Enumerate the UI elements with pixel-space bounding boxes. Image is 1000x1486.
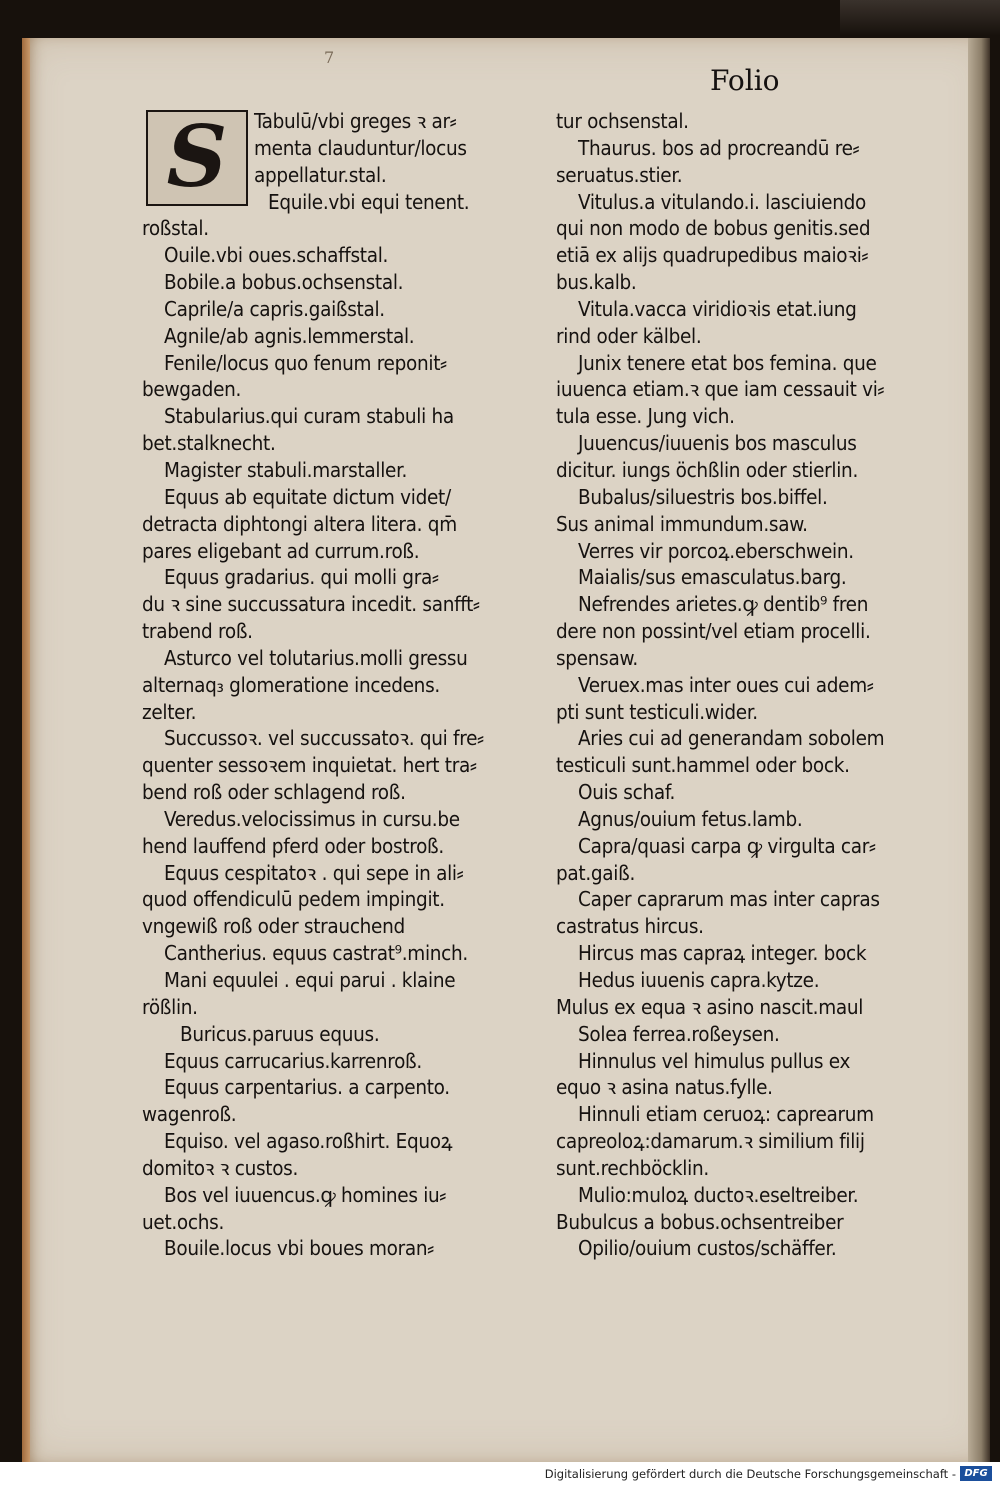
text-line: etiā ex alijs quadrupedibus maioꝛi⸗ (556, 243, 869, 268)
text-line: roßstal. (142, 216, 209, 241)
text-line: Ouis schaf. (578, 780, 676, 805)
text-line: Equiso. vel agaso.roßhirt. Equoꝝ (164, 1129, 453, 1154)
text-line: Bos vel iuuencus.ꝙ homines iu⸗ (164, 1182, 446, 1207)
text-line: Sus animal immundum.saw. (556, 511, 808, 536)
text-line: menta clauduntur/locus (254, 135, 467, 160)
text-line: Hedus iuuenis capra.kytze. (578, 968, 820, 992)
text-line: rößlin. (142, 994, 198, 1019)
funding-notice: Digitalisierung gefördert durch die Deutsche Forschungsgemeinschaft - (544, 1467, 956, 1481)
text-line: bewgaden. (142, 377, 242, 402)
text-line: dicitur. iungs öchßlin oder stierlin. (556, 457, 859, 482)
text-line: pti sunt testiculi.wider. (556, 699, 758, 724)
text-line: Bubulcus a bobus.ochsentreiber (556, 1209, 844, 1234)
text-line: zelter. (142, 699, 197, 724)
text-line: Maialis/sus emasculatus.barg. (578, 565, 847, 590)
text-line: Hinnulus vel himulus pullus ex (578, 1048, 851, 1073)
text-line: Agnus/ouium fetus.lamb. (578, 806, 803, 831)
text-line: Vitulus.a vitulando.i. lasciuiendo (578, 189, 866, 214)
text-line: Equus carpentarius. a carpento. (164, 1075, 450, 1100)
text-line: Nefrendes arietes.ꝙ dentib⁹ fren (578, 592, 869, 617)
text-line: Equus carrucarius.karrenroß. (164, 1048, 422, 1073)
text-line: Verres vir porcoꝝ.eberschwein. (578, 538, 854, 563)
text-line: du ꝛ sine succussatura incedit. sanfft⸗ (142, 592, 480, 617)
decorated-initial: S (146, 110, 248, 206)
signature-mark: 7 (324, 48, 335, 67)
text-line: Thaurus. bos ad procreandū re⸗ (578, 135, 860, 160)
text-line: testiculi sunt.hammel oder bock. (556, 753, 850, 778)
text-line: Equus ab equitate dictum videt/ (164, 484, 451, 509)
text-line: rind oder kälbel. (556, 323, 702, 348)
text-line: Buricus.paruus equus. (180, 1021, 380, 1046)
text-line: Caper caprarum mas inter capras (578, 887, 880, 912)
folio-heading: Folio (710, 64, 780, 97)
text-line: bet.stalknecht. (142, 431, 276, 456)
text-line: Fenile/locus quo fenum reponit⸗ (164, 350, 447, 375)
text-line: pat.gaiß. (556, 860, 636, 885)
text-line: detracta diphtongi altera litera. qm̄ (142, 511, 457, 536)
text-line: Agnile/ab agnis.lemmerstal. (164, 323, 415, 348)
scan-corner (840, 0, 1000, 36)
left-column (142, 108, 542, 1262)
text-line: Caprile/a capris.gaißstal. (164, 296, 385, 321)
text-line: castratus hircus. (556, 914, 704, 939)
right-column (556, 108, 956, 1262)
text-line: Vitula.vacca viridioꝛis etat.iung (578, 296, 857, 321)
text-line: Mulus ex equa ꝛ asino nascit.maul (556, 994, 864, 1019)
text-line: quod offendiculū pedem impingit. (142, 887, 445, 912)
text-line: Succussoꝛ. vel succussatoꝛ. qui fre⸗ (164, 726, 484, 751)
text-line: Hircus mas capraꝝ integer. bock (578, 941, 867, 966)
text-line: Bobile.a bobus.ochsenstal. (164, 270, 404, 295)
page-edge (22, 38, 30, 1462)
text-line: Ouile.vbi oues.schaffstal. (164, 243, 389, 268)
text-line: Aries cui ad generandam sobolem (578, 726, 885, 751)
text-line: Equus gradarius. qui molli gra⸗ (164, 565, 439, 590)
text-line: iuuenca etiam.ꝛ que iam cessauit vi⸗ (556, 377, 885, 402)
text-line: Solea ferrea.roßeysen. (578, 1021, 780, 1046)
text-line: sunt.rechböcklin. (556, 1155, 709, 1180)
text-line: Veruex.mas inter oues cui adem⸗ (578, 672, 874, 697)
text-line: Equus cespitatoꝛ . qui sepe in ali⸗ (164, 860, 464, 885)
text-line: Tabulū/vbi greges ꝛ ar⸗ (254, 109, 457, 133)
text-line: Hinnuli etiam ceruoꝝ: caprearum (578, 1102, 874, 1127)
text-line: capreoloꝝ:damarum.ꝛ similium filij (556, 1129, 865, 1154)
text-line: dere non possint/vel etiam procelli. (556, 619, 871, 644)
text-line: bus.kalb. (556, 270, 637, 295)
text-line: Junix tenere etat bos femina. que (578, 350, 877, 375)
footer-bar (0, 1462, 1000, 1486)
text-line: Cantherius. equus castrat⁹.minch. (164, 941, 468, 966)
text-line: tula esse. Jung vich. (556, 404, 735, 429)
text-line: hend lauffend pferd oder bostroß. (142, 833, 444, 858)
text-line: tur ochsenstal. (556, 109, 689, 133)
text-line: Asturco vel tolutarius.molli gressu (164, 645, 468, 670)
text-line: trabend roß. (142, 619, 253, 644)
text-line: Mani equulei . equi parui . klaine (164, 968, 456, 992)
text-line: qui non modo de bobus genitis.sed (556, 216, 871, 241)
text-line: wagenroß. (142, 1102, 237, 1127)
text-line: Magister stabuli.marstaller. (164, 457, 408, 482)
book-spine (968, 38, 990, 1462)
text-line: Mulio:muloꝝ ductoꝛ.eseltreiber. (578, 1182, 859, 1207)
text-line: appellatur.stal. (254, 162, 387, 187)
text-line: Equile.vbi equi tenent. (268, 189, 470, 214)
text-line: domitoꝛ ꝛ custos. (142, 1155, 299, 1180)
text-line: uet.ochs. (142, 1209, 225, 1234)
text-line: bend roß oder schlagend roß. (142, 780, 406, 805)
dfg-logo-icon: DFG (960, 1466, 992, 1481)
text-line: Bubalus/siluestris bos.biffel. (578, 484, 828, 509)
text-line: seruatus.stier. (556, 162, 683, 187)
text-line: vngewiß roß oder strauchend (142, 914, 405, 939)
text-line: Veredus.velocissimus in cursu.be (164, 806, 460, 831)
text-line: Stabularius.qui curam stabuli ha (164, 404, 454, 429)
text-line: spensaw. (556, 645, 638, 670)
text-line: Bouile.locus vbi boues moran⸗ (164, 1236, 434, 1261)
text-line: alternaq₃ glomeratione incedens. (142, 672, 440, 697)
text-line: pares eligebant ad currum.roß. (142, 538, 420, 563)
text-line: Juuencus/iuuenis bos masculus (578, 431, 857, 456)
text-line: equo ꝛ asina natus.fylle. (556, 1075, 773, 1100)
text-line: Capra/quasi carpa ꝙ virgulta car⸗ (578, 833, 876, 858)
text-line: quenter sessoꝛem inquietat. hert tra⸗ (142, 753, 477, 778)
text-line: Opilio/ouium custos/schäffer. (578, 1236, 837, 1261)
